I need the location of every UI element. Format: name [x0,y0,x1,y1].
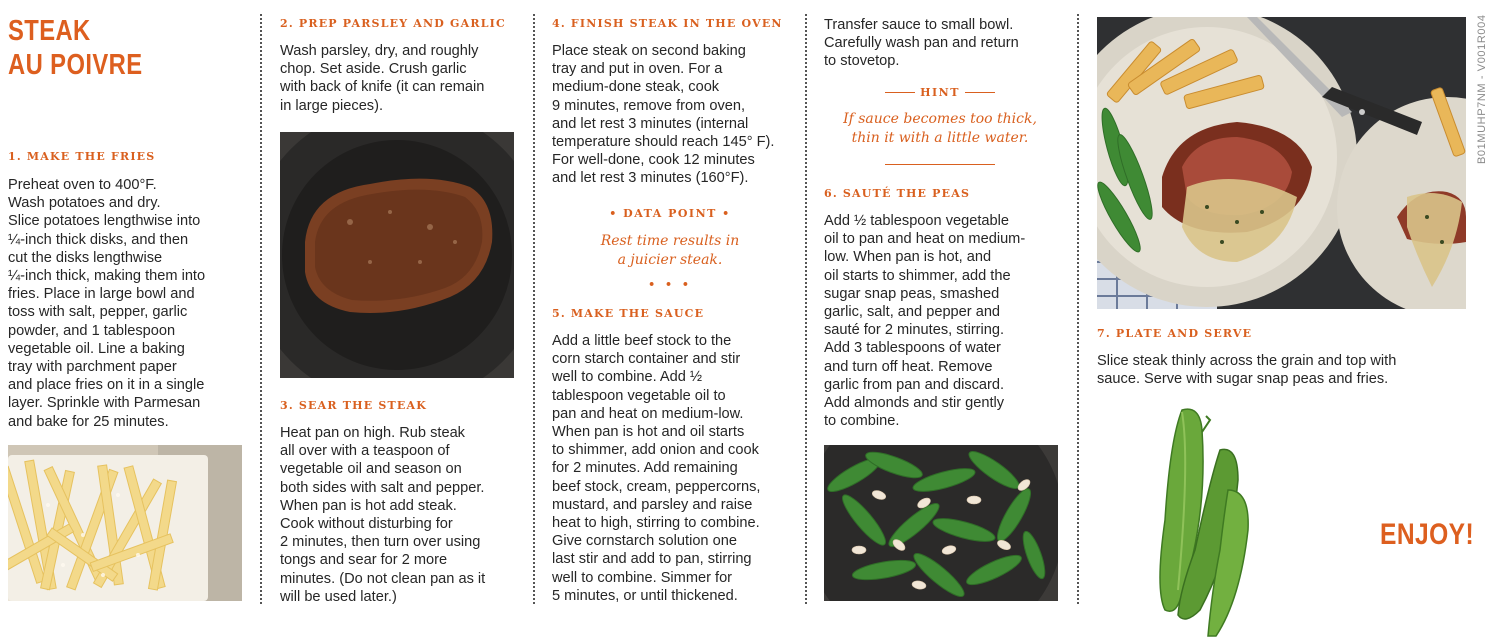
step-3-heading: 3. SEAR THE STEAK [280,399,427,412]
fries-photo [8,445,242,601]
sauce-continued-body: Transfer sauce to small bowl. Carefully wash pan and return to stovetop. [824,17,1019,70]
step-5-heading: 5. MAKE THE SAUCE [552,307,705,320]
data-point-dots: • • • [648,278,692,291]
step-7-heading: 7. PLATE AND SERVE [1097,327,1253,340]
enjoy-text: ENJOY! [1380,518,1475,551]
hint-label: HINT [920,86,960,99]
step-4-body: Place steak on second baking tray and put in oven. For a medium-done steak, cook 9 minutes, remove from oven, and let rest 3 minutes (internal temperature should reach 145° F). For well-done, cook 12 minutes and let rest 3 minutes (160°F). [552,43,775,187]
recipe-title-line1: STEAK [8,15,91,47]
snap-peas-image [1120,400,1260,638]
column-divider-3 [805,14,807,604]
recipe-title-line2: AU POIVRE [8,49,143,81]
peas-pan-image [824,445,1058,601]
hint-text: If sauce becomes too thick, thin it with a little water. [843,111,1037,146]
step-5-body: Add a little beef stock to the corn starch container and stir well to combine. Add ½ tablespoon vegetable oil to pan and heat on medium-low. When pan is hot and oil starts to shimmer, add onion and cook for 2 minutes. Add remaining beef stock, cream, peppercorns, mustard, and parsley and raise heat to high, stirring to combine. Give cornstarch solution one last stir and add to pan, stirring well to combine. Simmer for 5 minutes, or until thickened. [552,333,761,604]
plated-dish-photo [1097,17,1466,309]
steak-pan-photo [280,132,514,378]
column-divider-4 [1077,14,1079,604]
step-7-body: Slice steak thinly across the grain and top with sauce. Serve with sugar snap peas and fries. [1097,353,1397,388]
step-4-heading: 4. FINISH STEAK IN THE OVEN [552,17,783,30]
step-6-body: Add ½ tablespoon vegetable oil to pan and heat on medium- low. When pan is hot, and oil starts to shimmer, add the sugar snap peas, smashed garlic, salt, and pepper and sauté for 2 minutes, stirring. Add 3 tablespoons of water and turn off heat. Remove garlic from pan and discard. Add almonds and stir gently to combine. [824,213,1026,430]
data-point-text: Rest time results in a juicier steak. [600,233,740,268]
column-divider-2 [533,14,535,604]
step-3-body: Heat pan on high. Rub steak all over with a teaspoon of vegetable oil and season on both sides with salt and pepper. When pan is hot add steak. Cook without disturbing for 2 minutes, then turn over using tongs and sear for 2 more minutes. (Do not clean pan as it will be used later.) [280,425,486,605]
column-divider-1 [260,14,262,604]
step-6-heading: 6. SAUTÉ THE PEAS [824,187,971,200]
step-1-heading: 1. MAKE THE FRIES [8,150,156,163]
step-2-body: Wash parsley, dry, and roughly chop. Set aside. Crush garlic with back of knife (it can remain in large pieces). [280,43,485,114]
plated-dish-image [1097,17,1466,309]
recipe-title [8,14,143,82]
steak-pan-image [280,132,514,378]
fries-image [8,445,242,601]
snap-peas-photo [1120,400,1260,638]
step-1-body: Preheat oven to 400°F. Wash potatoes and dry. Slice potatoes lengthwise into ¼-inch thick disks, and then cut the disks lengthwise ¼-inch thick, making them into fries. Place in large bowl and toss with salt, pepper, garlic powder, and 1 tablespoon vegetable oil. Line a baking tray with parchment paper and place fries on it in a single layer. Sprinkle with Parmesan and bake for 25 minutes. [8,177,206,430]
data-point-label: • DATA POINT • [609,207,731,220]
hint-rule-bottom [885,164,995,165]
peas-pan-photo [824,445,1058,601]
product-code: B01MUHP7NM - V001R004 [1476,14,1488,164]
step-2-heading: 2. PREP PARSLEY AND GARLIC [280,17,506,30]
hint-rule-right [965,92,995,93]
